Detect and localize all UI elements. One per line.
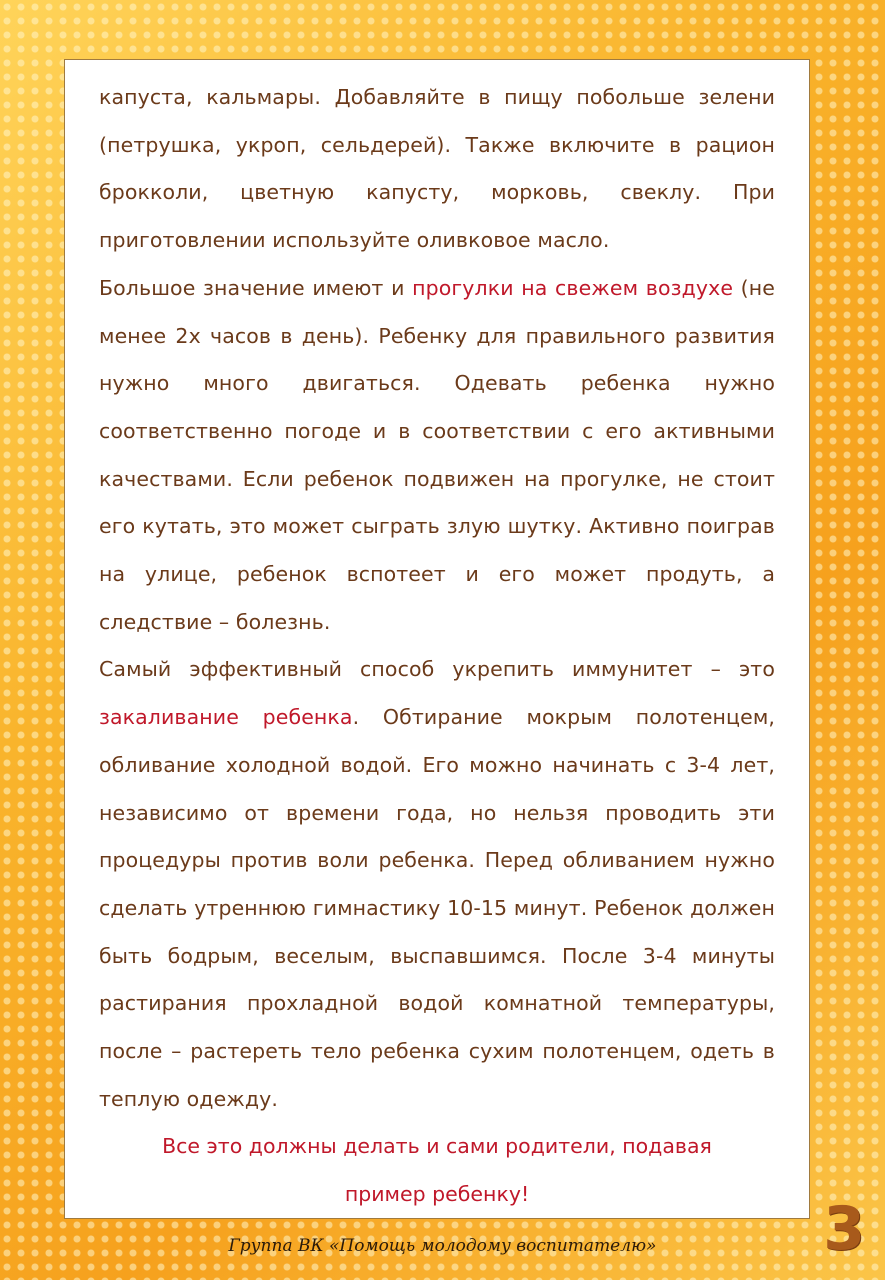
highlight-fresh-air-walks: прогулки на свежем воздухе: [412, 275, 734, 300]
paragraph-hardening-text-start: Самый эффективный способ укрепить иммунитет – это: [99, 657, 775, 682]
paragraph-diet: [99, 74, 775, 265]
paragraph-walks: [99, 265, 775, 647]
paragraph-hardening: [99, 646, 775, 1123]
footer-group-credit: Группа ВК «Помощь молодому воспитателю»: [228, 1236, 657, 1256]
closing-line-2: пример ребенку!: [344, 1182, 530, 1207]
paragraph-hardening-text-end: . Обтирание мокрым полотенцем, обливание холодной водой. Его можно начинать с 3-4 лет, независимо от времени года, но нельзя проводить эти процедуры против воли ребенка. Перед обливанием нужно сделать утреннюю гимнастику 10-15 минут. Ребенок должен быть бодрым, веселым, выспавшимся. После 3-4 минуты растирания прохладной водой комнатной температуры, после – растереть тело ребенка сухим полотенцем, одеть в теплую одежду.: [99, 705, 776, 1111]
paragraph-walks-text-start: Большое значение имеют и: [99, 275, 413, 300]
closing-line-1: Все это должны делать и сами родители, подавая: [162, 1134, 712, 1159]
page-number: 3: [823, 1194, 865, 1264]
highlight-child-hardening: закаливание ребенка: [99, 705, 353, 730]
paragraph-walks-text-end: (не менее 2х часов в день). Ребенку для правильного развития нужно много двигаться. Одевать ребенка нужно соответственно погоде и в соответствии с его активными качествами. Если ребенок подвижен на прогулке, не стоит его кутать, это может сыграть злую шутку. Активно поиграв на улице, ребенок вспотеет и его может продуть, а следствие – болезнь.: [99, 275, 775, 634]
paragraph-diet-text: капуста, кальмары. Добавляйте в пищу побольше зелени (петрушка, укроп, сельдерей). Также включите в рацион брокколи, цветную капусту, морковь, свеклу. При приготовлении используйте оливковое масло.: [99, 85, 775, 253]
content-card: [64, 59, 810, 1219]
closing-statement: [99, 1123, 775, 1218]
